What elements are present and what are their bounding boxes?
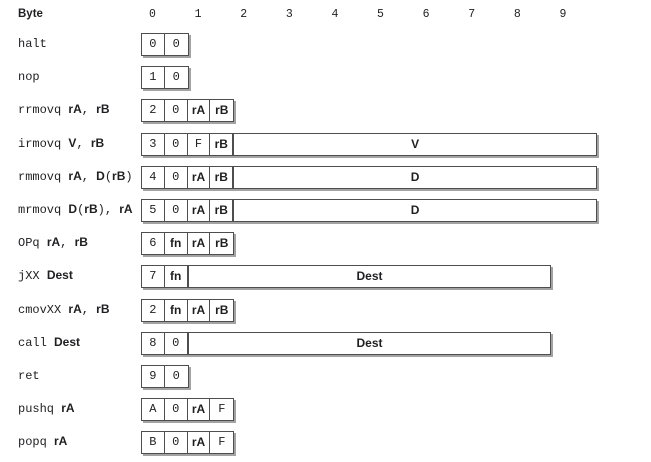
field-box-irmovq-v: V: [233, 134, 596, 155]
operand-text: rA: [68, 301, 82, 316]
byte-header-label: Byte: [18, 8, 43, 20]
mnemonic-text: ): [97, 203, 105, 217]
instruction-label-ret: [18, 365, 40, 388]
field-box-rmmovq-d: D: [233, 167, 596, 188]
operand-text: rA: [68, 102, 82, 117]
nibble-cell-halt-1: 0: [172, 37, 180, 51]
nibble-cell-rmmovq-2: rA: [188, 167, 211, 188]
nibble-cell-opq-1: fn: [165, 233, 188, 254]
nibble-cell-rrmovq-0: 2: [142, 100, 165, 121]
instruction-label-pushq: [18, 398, 75, 421]
instruction-label-rmmovq: [18, 166, 133, 189]
byte-number-3: 3: [285, 8, 293, 21]
nibble-cell-irmovq-1: 0: [165, 134, 188, 155]
nibble-cell-nop-0: 1: [142, 67, 165, 88]
nibble-cell-cmovxx-0: 2: [142, 300, 165, 321]
nibble-cell-opq-2: rA: [188, 233, 211, 254]
instruction-label-halt: [18, 33, 47, 56]
mnemonic-text: pushq: [18, 402, 62, 417]
nibble-cell-jxx-1: fn: [165, 266, 188, 287]
nibble-cell-popq-3: F: [218, 435, 226, 450]
mnemonic-text: popq: [18, 435, 55, 450]
encoding-box-rmmovq: [141, 166, 597, 189]
operand-text: rB: [74, 235, 88, 250]
mnemonic-text: ,: [60, 236, 75, 251]
mnemonic-text: rmmovq: [18, 169, 69, 184]
mnemonic-text: ): [125, 169, 133, 184]
mnemonic-text: nop: [18, 70, 40, 85]
nibble-cell-mrmovq-2: rA: [188, 200, 211, 221]
encoding-box-jxx: [141, 265, 551, 288]
nibble-cell-mrmovq-1: 0: [165, 200, 188, 221]
byte-number-9: 9: [559, 8, 567, 21]
field-box-call-dest: Dest: [188, 333, 551, 354]
nibble-cell-rmmovq-0: 4: [142, 167, 165, 188]
field-box-mrmovq-d: D: [233, 200, 596, 221]
nibble-cell-rmmovq-1: 0: [165, 167, 188, 188]
field-box-jxx-dest: Dest: [188, 266, 551, 287]
encoding-box-mrmovq: [141, 199, 597, 222]
byte-number-4: 4: [331, 8, 339, 21]
encoding-box-cmovxx: [141, 299, 234, 322]
instruction-label-popq: [18, 431, 67, 454]
mnemonic-text: ,: [81, 169, 97, 184]
mnemonic-text: OPq: [18, 236, 47, 251]
mnemonic-text: ,: [81, 103, 97, 118]
mnemonic-text: ,: [81, 302, 97, 317]
encoding-box-rrmovq: [141, 99, 234, 122]
operand-text: rB: [96, 102, 110, 117]
nibble-cell-irmovq-2: F: [188, 134, 211, 155]
nibble-cell-pushq-3: F: [218, 402, 226, 417]
nibble-cell-ret-1: 0: [172, 369, 180, 383]
operand-text: rA: [46, 235, 61, 250]
nibble-cell-popq-0: B: [142, 432, 165, 453]
instruction-label-mrmovq: [18, 199, 133, 222]
nibble-cell-opq-3: rB: [215, 236, 229, 251]
mnemonic-text: rrmovq: [18, 103, 69, 118]
operand-text: rB: [90, 135, 105, 150]
byte-number-7: 7: [468, 8, 476, 21]
instruction-label-cmovxx: [18, 299, 110, 322]
operand-text: rB: [84, 202, 98, 216]
mnemonic-text: cmovXX: [18, 302, 69, 317]
nibble-cell-jxx-0: 7: [142, 266, 165, 287]
byte-number-8: 8: [513, 8, 521, 21]
encoding-box-pushq: [141, 398, 234, 421]
instruction-label-nop: [18, 66, 40, 89]
operand-text: Dest: [54, 334, 81, 349]
operand-text: D: [68, 202, 78, 216]
byte-number-2: 2: [240, 8, 248, 21]
encoding-box-irmovq: [141, 133, 597, 156]
operand-text: rA: [61, 401, 75, 416]
operand-text: rB: [112, 168, 126, 183]
nibble-cell-cmovxx-2: rA: [188, 300, 211, 321]
nibble-cell-opq-0: 6: [142, 233, 165, 254]
nibble-cell-pushq-0: A: [142, 399, 165, 420]
instruction-label-irmovq: [18, 133, 104, 156]
mnemonic-text: jXX: [18, 269, 47, 284]
operand-text: rA: [54, 434, 68, 449]
nibble-cell-rmmovq-3: rB: [210, 167, 233, 188]
encoding-box-popq: [141, 431, 234, 454]
encoding-box-halt: [141, 33, 189, 56]
instruction-label-opq: [18, 232, 88, 255]
nibble-cell-mrmovq-3: rB: [210, 200, 233, 221]
mnemonic-text: ,: [104, 203, 120, 217]
byte-number-5: 5: [377, 8, 384, 21]
nibble-cell-irmovq-3: rB: [210, 134, 233, 155]
encoding-box-ret: [141, 365, 189, 388]
mnemonic-text: ret: [18, 369, 40, 383]
byte-number-0: 0: [149, 8, 156, 21]
nibble-cell-popq-1: 0: [165, 432, 188, 453]
mnemonic-text: (: [77, 203, 85, 217]
mnemonic-text: irmovq: [18, 136, 69, 151]
instruction-label-rrmovq: [18, 99, 110, 122]
nibble-cell-pushq-1: 0: [165, 399, 188, 420]
operand-text: rA: [119, 202, 133, 216]
nibble-cell-nop-1: 0: [172, 70, 180, 85]
nibble-cell-rrmovq-2: rA: [188, 100, 211, 121]
encoding-box-nop: [141, 66, 189, 89]
nibble-cell-rrmovq-1: 0: [165, 100, 188, 121]
instruction-label-call: [18, 332, 80, 355]
nibble-cell-pushq-2: rA: [188, 399, 211, 420]
operand-text: rA: [68, 168, 82, 183]
instruction-label-jxx: [18, 265, 73, 288]
operand-text: V: [68, 135, 77, 150]
nibble-cell-halt-0: 0: [142, 34, 165, 55]
nibble-cell-rrmovq-3: rB: [215, 103, 229, 118]
nibble-cell-call-1: 0: [165, 333, 188, 354]
nibble-cell-ret-0: 9: [142, 366, 165, 387]
mnemonic-text: halt: [18, 37, 47, 51]
nibble-cell-mrmovq-0: 5: [142, 200, 165, 221]
mnemonic-text: (: [104, 169, 113, 184]
nibble-cell-cmovxx-1: fn: [165, 300, 188, 321]
mnemonic-text: ,: [76, 136, 91, 151]
encoding-box-opq: [141, 232, 234, 255]
nibble-cell-irmovq-0: 3: [142, 134, 165, 155]
encoding-box-call: [141, 332, 551, 355]
byte-number-1: 1: [194, 8, 202, 21]
nibble-cell-call-0: 8: [142, 333, 165, 354]
nibble-cell-popq-2: rA: [188, 432, 211, 453]
mnemonic-text: mrmovq: [18, 203, 69, 217]
nibble-cell-cmovxx-3: rB: [215, 302, 229, 317]
operand-text: Dest: [46, 268, 73, 283]
operand-text: rB: [96, 301, 110, 316]
byte-number-6: 6: [422, 8, 430, 21]
mnemonic-text: call: [18, 335, 55, 350]
operand-text: D: [96, 168, 105, 183]
